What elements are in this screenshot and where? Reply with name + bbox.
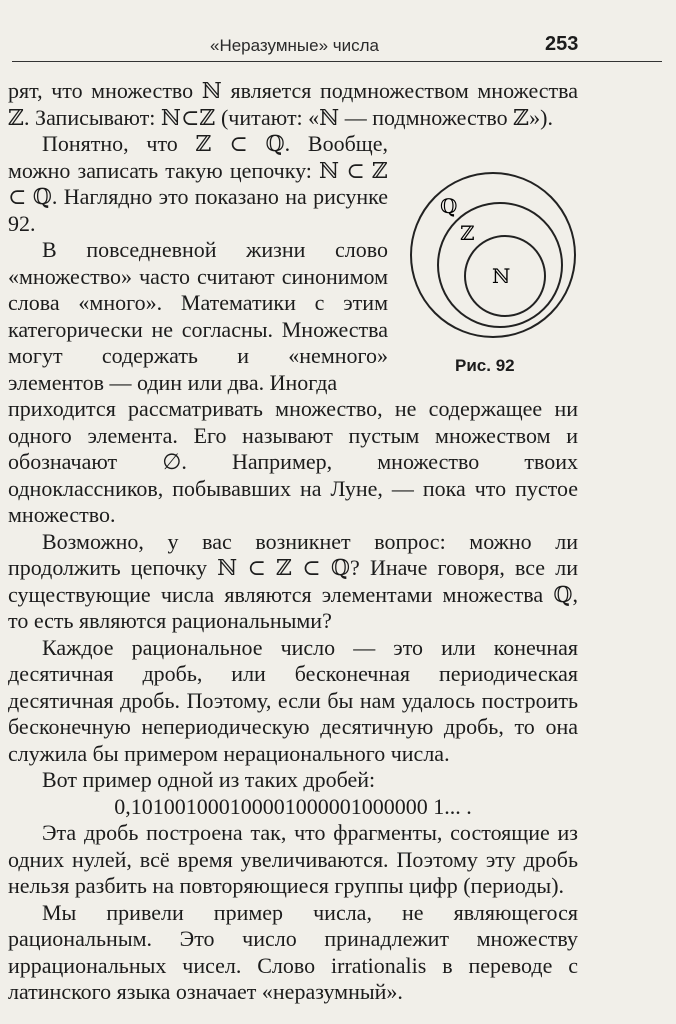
paragraph-3a: В повседневной жизни слово «множество» часто считают синонимом слова «много». Математики с этим категорически не согласны. Множества могут содержать и «немного» элементов — один или два. Иногда [8,237,388,395]
paragraph-5: Каждое рациональное число — это или конечная десятичная дробь, или бесконечная периодическая десятичная дробь. Поэтому, если бы нам удалось построить бесконечную непериодическую десятичную дробь, то она служила бы примером нерационального числа. [8,634,578,766]
set-n-label: ℕ [492,264,511,288]
page-header [0,30,676,64]
page-number: 253 [545,33,579,55]
paragraph-6: Вот пример одной из таких дробей: [42,767,376,792]
paragraph-8: Мы привели пример числа, не являющегося рациональным. Это число принадлежит множеству иррациональных чисел. Слово irrationalis в переводе с латинского языка означает «неразумный». [8,899,578,1004]
body-text [8,78,578,1006]
set-z-label: ℤ [460,221,475,245]
figure-caption: Рис. 92 [455,356,515,375]
paragraph-7: Эта дробь построена так, что фрагменты, состоящие из одних нулей, всё время увеличиваются. Поэтому эту дробь нельзя разбить на повторяющиеся группы цифр (периоды). [8,820,578,898]
header-rule [12,61,662,62]
example-number: 0,101001000100001000001000000 1... . [114,793,472,819]
paragraph-1: рят, что множество ℕ является подмножеством множества ℤ. Записывают: ℕ⊂ℤ (читают: «ℕ — подмножество ℤ»). [8,78,578,130]
running-title: «Неразумные» числа [210,36,379,55]
paragraph-4: Возможно, у вас возникнет вопрос: можно ли продолжить цепочку ℕ ⊂ ℤ ⊂ ℚ? Иначе говоря, все ли существующие числа являются элементами множества ℚ, то есть являются рациональными? [8,528,578,633]
paragraph-3b: приходится рассматривать множество, не содержащее ни одного элемента. Его называют пустым множеством и обозначают ∅. Например, множество твоих одноклассников, побывавших на Луне, — пока что пустое множество. [8,396,578,527]
set-q-label: ℚ [440,194,458,218]
paragraph-2: Понятно, что ℤ ⊂ ℚ. Вообще, можно записать такую цепочку: ℕ ⊂ ℤ ⊂ ℚ. Наглядно это показано на рисунке 92. [8,131,388,236]
